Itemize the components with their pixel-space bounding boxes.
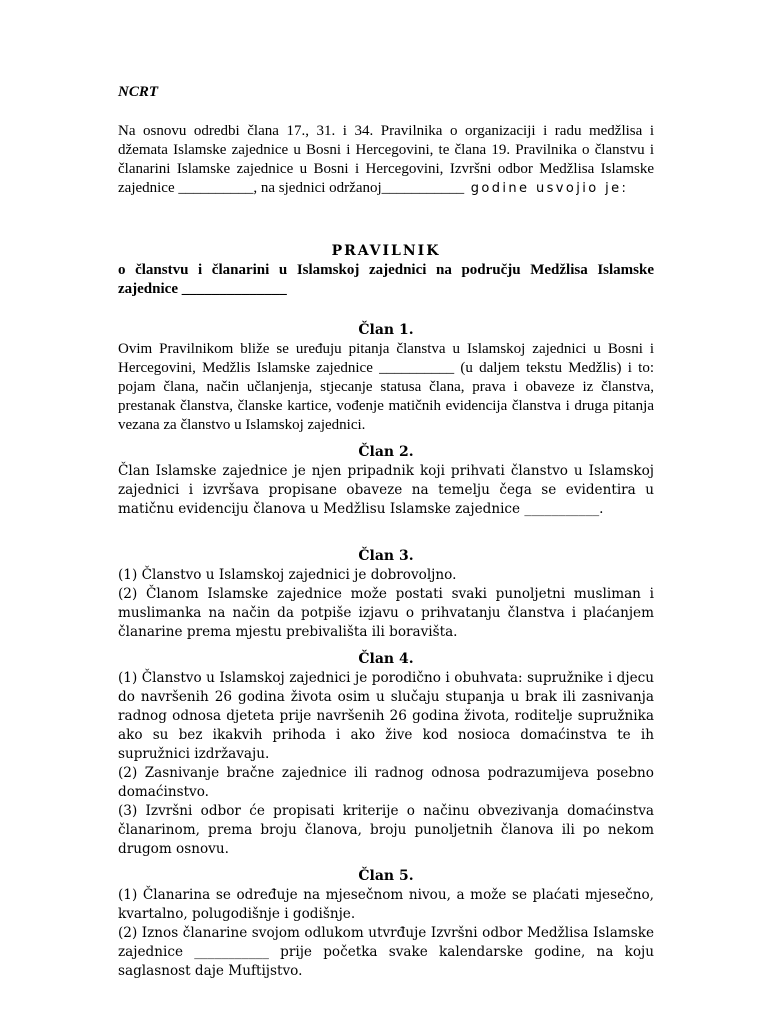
article-2	[118, 443, 654, 519]
article-paragraph: (2) Zasnivanje bračne zajednice ili radnog odnosa podrazumijeva posebno domaćinstvo.	[118, 765, 654, 800]
article-paragraph: (1) Članarina se određuje na mjesečnom nivou, a može se plaćati mjesečno, kvartalno, polugodišnje i godišnje.	[118, 887, 654, 922]
rulebook-subtitle: o članstvu i članarini u Islamskoj zajednici na području Medžlisa Islamske zajednice ______________	[118, 262, 654, 297]
article-4	[118, 650, 654, 859]
document-body	[118, 83, 654, 989]
article-1	[118, 321, 654, 435]
article-paragraph: Član Islamske zajednice je njen pripadnik koji prihvati članstvo u Islamskoj zajednici i izvršava propisane obaveze na temelju čega se evidentira u matičnu evidenciju članova u Medžlisu Islamske zajednice ___________.	[118, 463, 654, 517]
article-paragraph: (3) Izvršni odbor će propisati kriterije o načinu obvezivanja domaćinstva članarinom, prema broju članova, broju punoljetnih članova ili po nekom drugom osnovu.	[118, 803, 654, 857]
article-title: Član 5.	[358, 868, 414, 884]
article-5	[118, 867, 654, 981]
article-title: Član 4.	[358, 651, 414, 667]
article-title: Član 3.	[358, 548, 414, 564]
rulebook-title: PRAVILNIK	[331, 243, 441, 259]
article-title: Član 2.	[358, 444, 414, 460]
intro-tail: godine usvojio je:	[464, 181, 629, 196]
article-paragraph: (2) Članom Islamske zajednice može postati svaki punoljetni musliman i muslimanka na način da potpiše izjavu o prihvatanju članstva i plaćanjem članarine prema mjestu prebivališta ili boravišta.	[118, 586, 654, 640]
intro-paragraph	[118, 122, 654, 198]
article-paragraph: Ovim Pravilnikom bliže se uređuju pitanja članstva u Islamskoj zajednici u Bosni i Hercegovini, Medžlis Islamske zajednice __________ (u daljem tekstu Medžlis) i to: pojam člana, način učlanjenja, stjecanje statusa člana, prava i obaveze iz članstva, prestanak članstva, članske kartice, vođenje matičnih evidencija članstva i druga pitanja vezana za članstvo u Islamskoj zajednici.	[118, 341, 654, 433]
article-paragraph: (1) Članstvo u Islamskoj zajednici je porodično i obuhvata: supružnike i djecu do navršenih 26 godina života osim u slučaju stupanja u brak ili zasnivanja radnog odnosa djeteta prije navršenih 26 godina života, roditelje supružnika ako su bez ikakvih prihoda i ako žive kod nosioca domaćinstva te ih supružnici izdržavaju.	[118, 670, 654, 762]
article-paragraph: (2) Iznos članarine svojom odlukom utvrđuje Izvršni odbor Medžlisa Islamske zajednice ___________ prije početka svake kalendarske godine, na koju saglasnost daje Muftijstvo.	[118, 925, 654, 979]
intro-text: Na osnovu odredbi člana 17., 31. i 34. Pravilnika o organizaciji i radu medžlisa i džemata Islamske zajednice u Bosni i Hercegovini, te člana 19. Pravilnika o članstvu i članarini Islamske zajednice u Bosni i Hercegovini, Izvršni odbor Medžlisa Islamske zajednice __________, na sjednici održanoj___________	[118, 123, 654, 196]
article-title: Član 1.	[358, 322, 414, 338]
draft-label: NCRT	[118, 84, 159, 100]
article-paragraph: (1) Članstvo u Islamskoj zajednici je dobrovoljno.	[118, 567, 457, 583]
article-3	[118, 547, 654, 642]
